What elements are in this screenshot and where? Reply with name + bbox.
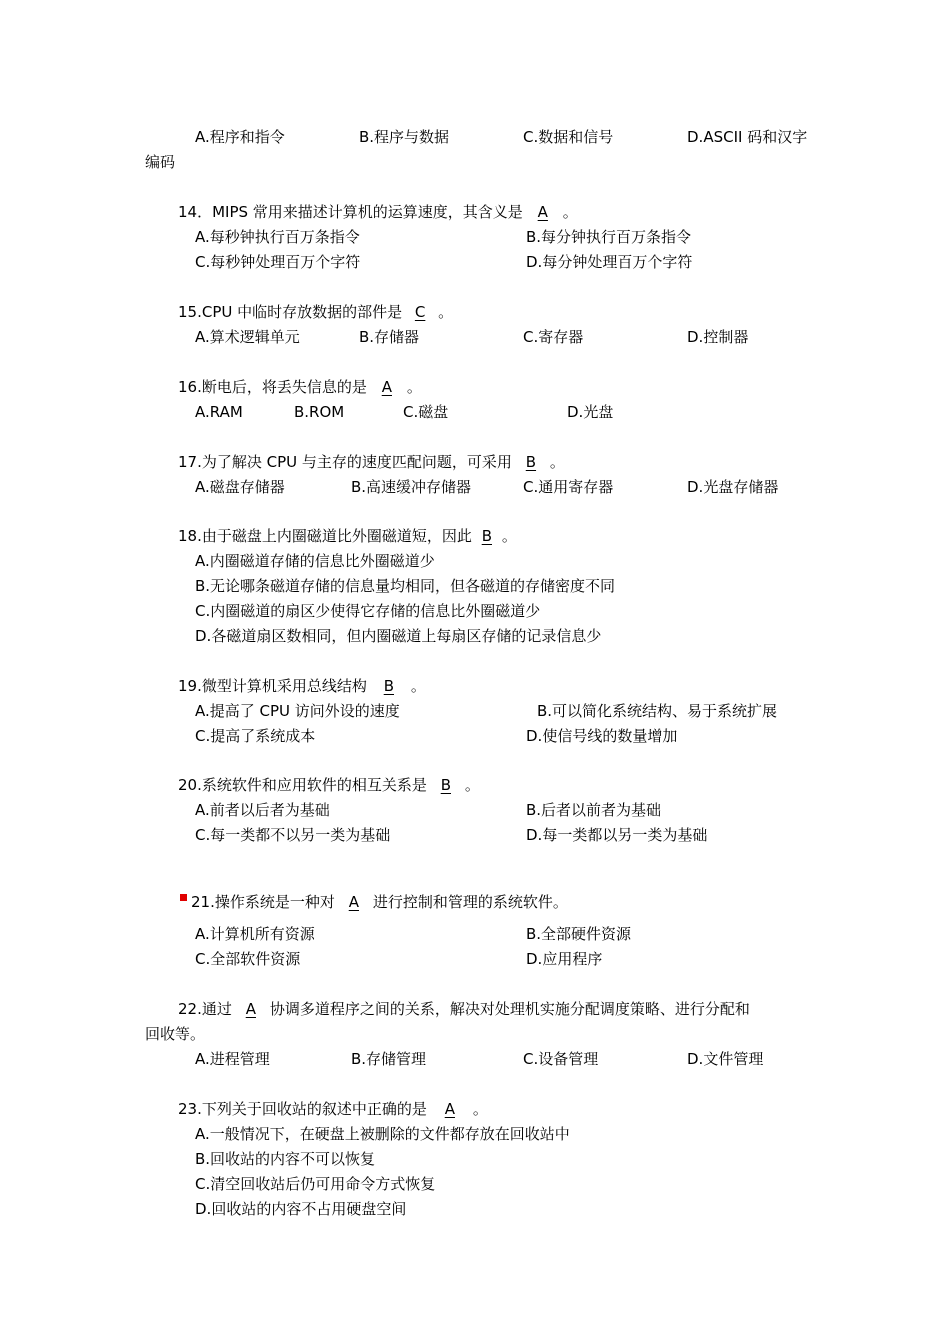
question-text: 14．MIPS 常用来描述计算机的运算速度，其含义是	[178, 203, 523, 221]
option-c: C.磁盘	[403, 403, 449, 421]
question-text: 18.由于磁盘上内圈磁道比外圈磁道短，因此	[178, 527, 472, 545]
option-b: B.后者以前者为基础	[526, 801, 662, 819]
question-tail: 进行控制和管理的系统软件。	[372, 893, 568, 911]
question-text: 19.微型计算机采用总线结构	[178, 677, 367, 695]
question-text: 20.系统软件和应用软件的相互关系是	[178, 776, 427, 794]
option-b: B.ROM	[294, 403, 345, 421]
question-tail: 。	[410, 677, 426, 695]
option-d-wrap: 编码	[145, 153, 176, 171]
question-text: 15.CPU 中临时存放数据的部件是	[178, 303, 403, 321]
option-a: A.程序和指令	[195, 128, 285, 146]
answer-blank: A	[245, 1000, 256, 1018]
answer-blank: A	[444, 1100, 455, 1118]
question-tail: 。	[549, 453, 565, 471]
answer-blank: B	[383, 677, 394, 695]
option-d: D.回收站的内容不占用硬盘空间	[195, 1200, 407, 1218]
option-c: C.每秒钟处理百万个字符	[195, 253, 361, 271]
option-d: D.使信号线的数量增加	[526, 727, 678, 745]
question-23	[178, 1099, 488, 1119]
answer-blank: A	[537, 203, 548, 221]
question-16	[178, 377, 422, 397]
option-a: A.提高了 CPU 访问外设的速度	[195, 702, 400, 720]
option-c: C.提高了系统成本	[195, 727, 316, 745]
question-14	[178, 202, 578, 222]
option-d: D.每一类都以另一类为基础	[526, 826, 708, 844]
option-d: D.ASCII 码和汉字	[687, 128, 808, 146]
option-a: A.每秒钟执行百万条指令	[195, 228, 360, 246]
question-21	[191, 892, 568, 912]
answer-blank: A	[381, 378, 392, 396]
question-17	[178, 452, 565, 472]
option-d: D.光盘	[567, 403, 614, 421]
question-tail: 协调多道程序之间的关系，解决对处理机实施分配调度策略、进行分配和	[269, 1000, 750, 1018]
option-a: A.一般情况下，在硬盘上被删除的文件都存放在回收站中	[195, 1125, 570, 1143]
question-15	[178, 302, 453, 322]
option-d: D.文件管理	[687, 1050, 764, 1068]
question-tail: 。	[472, 1100, 488, 1118]
option-d: D.应用程序	[526, 950, 603, 968]
option-d: D.光盘存储器	[687, 478, 779, 496]
red-marker-icon	[180, 894, 187, 901]
question-text: 22.通过	[178, 1000, 232, 1018]
question-22	[178, 999, 750, 1019]
option-c: C.内圈磁道的扇区少使得它存储的信息比外圈磁道少	[195, 602, 541, 620]
question-text: 21.操作系统是一种对	[191, 893, 335, 911]
option-b: B.全部硬件资源	[526, 925, 632, 943]
question-tail: 。	[562, 203, 578, 221]
option-b: B.高速缓冲存储器	[351, 478, 472, 496]
question-text: 23.下列关于回收站的叙述中正确的是	[178, 1100, 427, 1118]
question-text: 17.为了解决 CPU 与主存的速度匹配问题，可采用	[178, 453, 512, 471]
option-d: D.控制器	[687, 328, 749, 346]
question-tail: 。	[406, 378, 422, 396]
question-19	[178, 676, 426, 696]
option-a: A.RAM	[195, 403, 243, 421]
option-c: C.寄存器	[523, 328, 584, 346]
option-a: A.内圈磁道存储的信息比外圈磁道少	[195, 552, 435, 570]
answer-blank: C	[414, 303, 426, 321]
option-a: A.前者以后者为基础	[195, 801, 330, 819]
question-tail: 。	[438, 303, 454, 321]
question-20	[178, 775, 480, 795]
option-c: C.通用寄存器	[523, 478, 614, 496]
option-b: B.存储管理	[351, 1050, 427, 1068]
option-b: B.无论哪条磁道存储的信息量均相同，但各磁道的存储密度不同	[195, 577, 616, 595]
option-c: C.设备管理	[523, 1050, 599, 1068]
option-c: C.数据和信号	[523, 128, 614, 146]
answer-blank: B	[481, 527, 492, 545]
option-d: D.每分钟处理百万个字符	[526, 253, 693, 271]
question-22-wrap: 回收等。	[145, 1025, 206, 1043]
option-a: A.进程管理	[195, 1050, 270, 1068]
question-text: 16.断电后，将丢失信息的是	[178, 378, 367, 396]
option-a: A.算术逻辑单元	[195, 328, 300, 346]
option-b: B.程序与数据	[359, 128, 450, 146]
question-tail: 。	[501, 527, 517, 545]
option-d: D.各磁道扇区数相同，但内圈磁道上每扇区存储的记录信息少	[195, 627, 602, 645]
option-a: A.计算机所有资源	[195, 925, 315, 943]
option-b: B.回收站的内容不可以恢复	[195, 1150, 376, 1168]
answer-blank: B	[525, 453, 537, 471]
question-tail: 。	[464, 776, 480, 794]
answer-blank: B	[440, 776, 451, 794]
option-c: C.全部软件资源	[195, 950, 301, 968]
option-b: B.存储器	[359, 328, 420, 346]
option-b: B.可以简化系统结构、易于系统扩展	[537, 702, 778, 720]
option-b: B.每分钟执行百万条指令	[526, 228, 692, 246]
option-c: C.清空回收站后仍可用命令方式恢复	[195, 1175, 436, 1193]
option-a: A.磁盘存储器	[195, 478, 285, 496]
option-c: C.每一类都不以另一类为基础	[195, 826, 391, 844]
answer-blank: A	[348, 893, 359, 911]
question-18	[178, 526, 517, 546]
